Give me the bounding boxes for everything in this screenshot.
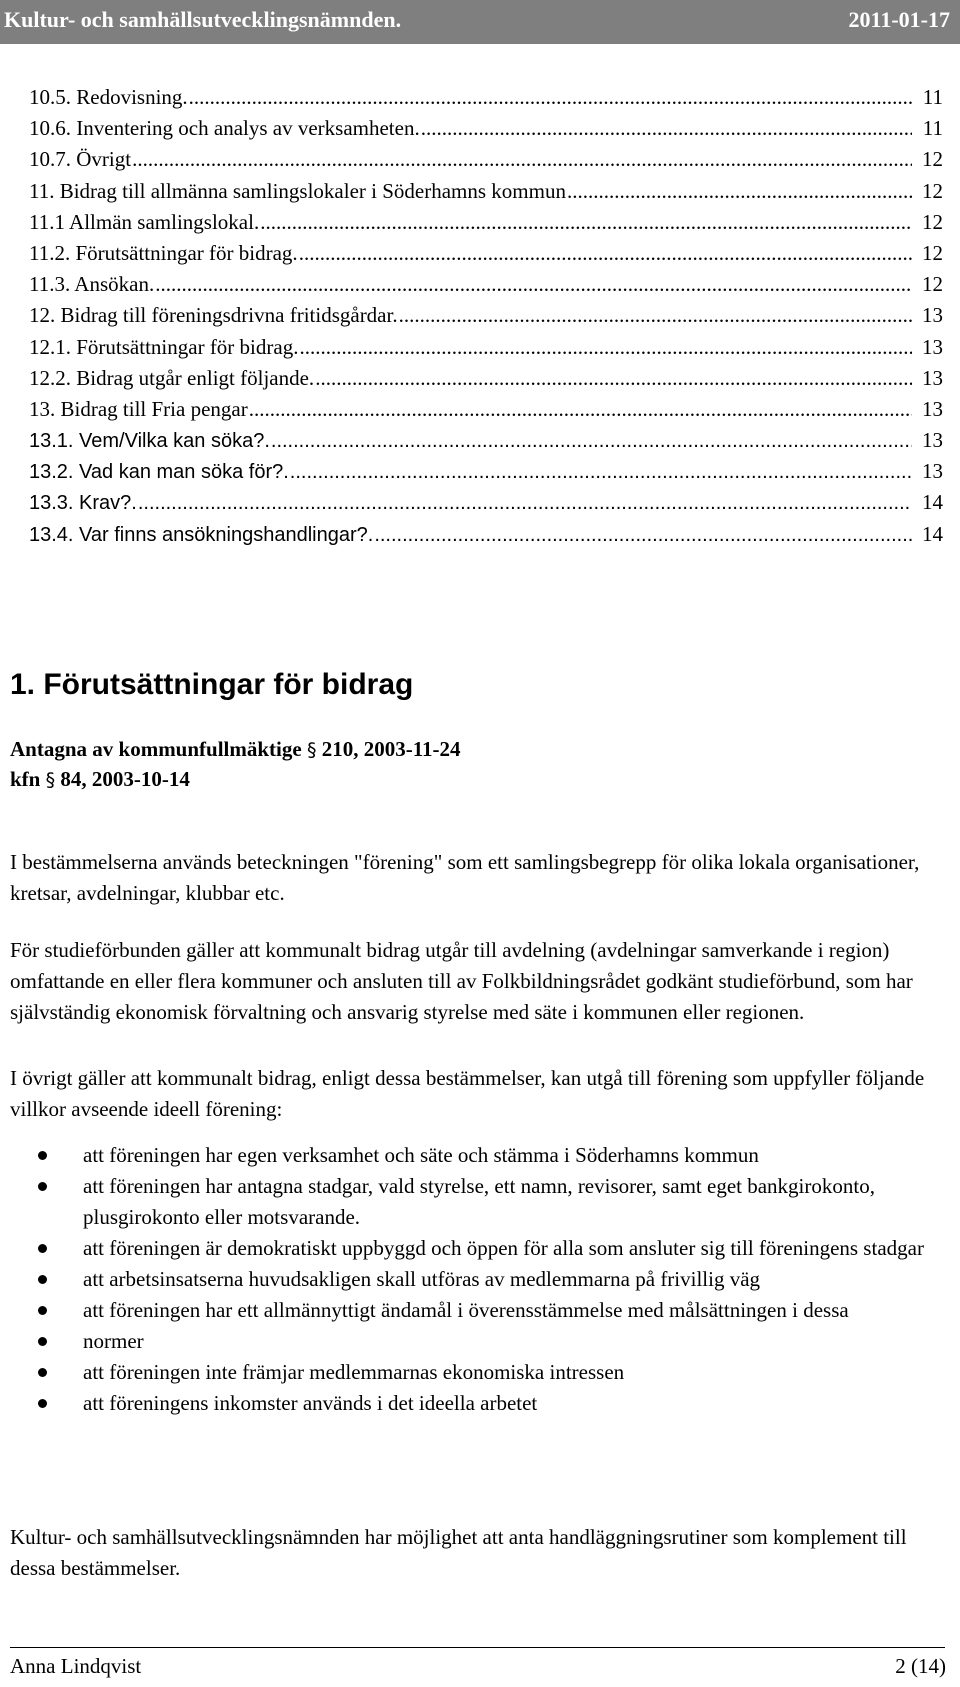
toc-entry-label: 13.4. Var finns ansökningshandlingar?.: [29, 523, 374, 546]
header-title: Kultur- och samhällsutvecklingsnämnden.: [4, 7, 402, 32]
list-item: att föreningen har ett allmännyttigt ändamål i överensstämmelse med målsättningen i dessa: [10, 1295, 945, 1326]
toc-entry-page: 12: [922, 240, 943, 265]
list-item: att arbetsinsatserna huvudsakligen skall utföras av medlemmarna på frivillig väg: [10, 1264, 945, 1295]
toc-entry[interactable]: [29, 241, 943, 272]
list-item: att föreningen har antagna stadgar, vald styrelse, ett namn, revisorer, samt eget bankgirokonto, plusgirokonto eller motsvarande.: [10, 1171, 945, 1233]
toc-entry-page: 13: [922, 459, 943, 484]
paragraph-conditions-intro: I övrigt gäller att kommunalt bidrag, enligt dessa bestämmelser, kan utgå till förening som uppfyller följande villkor avseende ideell förening:: [10, 1066, 925, 1121]
toc-entry-label: 13.2. Vad kan man söka för?.: [29, 461, 289, 484]
toc-entry-page: 11: [922, 85, 943, 109]
section-heading: 1. Förutsättningar för bidrag: [10, 668, 414, 701]
list-item: att föreningens inkomster används i det ideella arbetet: [10, 1388, 945, 1419]
toc-entry-label: 13. Bidrag till Fria pengar: [29, 396, 248, 421]
toc-entry[interactable]: [29, 147, 943, 178]
list-item: att föreningen är demokratiskt uppbyggd och öppen för alla som ansluter sig till föreningens stadgar: [10, 1233, 945, 1264]
list-item: att föreningen inte främjar medlemmarnas ekonomiska intressen: [10, 1357, 945, 1388]
toc-entry-page: 12: [922, 209, 943, 234]
list-item: att föreningen har egen verksamhet och säte och stämma i Söderhamns kommun: [10, 1140, 945, 1171]
paragraph-definition: I bestämmelserna används beteckningen "förening" som ett samlingsbegrepp för olika lokala organisationer, kretsar, avdelningar, klubbar etc.: [10, 850, 920, 905]
toc-entry[interactable]: [29, 335, 943, 366]
toc-leader-dots: [299, 335, 912, 360]
toc-leader-dots: [271, 430, 912, 453]
toc-entry-page: 13: [922, 303, 943, 328]
toc-entry-label: 13.3. Krav?.: [29, 492, 137, 515]
toc-entry-page: 13: [922, 334, 943, 359]
toc-leader-dots: [567, 179, 912, 204]
header-date: 2011-01-17: [848, 7, 950, 32]
toc-leader-dots: [299, 241, 912, 266]
toc-entry-page: 12: [922, 178, 943, 203]
footer-divider: [10, 1647, 945, 1648]
adoption-2-prefix: kfn: [10, 767, 41, 791]
toc-leader-dots: [260, 210, 912, 235]
toc-entry-label: 13.1. Vem/Vilka kan söka?.: [29, 430, 270, 453]
toc-leader-dots: [138, 492, 912, 515]
toc-entry-label: 11.3. Ansökan.: [29, 272, 155, 297]
toc-entry[interactable]: [29, 116, 943, 147]
paragraph-study-associations: För studieförbunden gäller att kommunalt bidrag utgår till avdelning (avdelningar samverkande i region) omfattande en eller flera kommuner och ansluten till av Folkbildningsrådet godkänt studieförbund, som har självständig ekonomisk förvaltning och ansvarig styrelse med säte i kommunen eller regionen.: [10, 938, 913, 1024]
toc-entry[interactable]: [29, 490, 943, 521]
toc-leader-dots: [421, 116, 912, 141]
adoption-line-1: [10, 737, 461, 762]
toc-leader-dots: [249, 397, 912, 422]
footer-author: Anna Lindqvist: [10, 1654, 142, 1678]
section-sign-icon: §: [306, 739, 317, 761]
toc-entry-page: 12: [922, 272, 943, 297]
toc-entry-label: 10.5. Redovisning.: [29, 85, 188, 109]
toc-leader-dots: [374, 524, 912, 547]
toc-entry-page: 13: [922, 365, 943, 390]
toc-leader-dots: [189, 85, 912, 110]
toc-entry[interactable]: [29, 303, 943, 334]
toc-entry[interactable]: [29, 272, 943, 303]
toc-entry-label: 11. Bidrag till allmänna samlingslokaler i Söderhamns kommun: [29, 178, 566, 203]
toc-entry-label: 10.6. Inventering och analys av verksamheten.: [29, 116, 420, 141]
toc-leader-dots: [132, 147, 912, 172]
adoption-2-suffix: 84, 2003-10-14: [60, 767, 190, 791]
toc-entry-page: 11: [922, 116, 943, 141]
toc-entry-label: 11.1 Allmän samlingslokal.: [29, 209, 260, 234]
toc-entry[interactable]: [29, 459, 943, 490]
toc-leader-dots: [315, 366, 912, 391]
toc-entry-page: 12: [922, 147, 943, 172]
toc-entry-label: 11.2. Förutsättningar för bidrag.: [29, 240, 298, 265]
adoption-1-suffix: 210, 2003-11-24: [321, 737, 461, 761]
table-of-contents: [29, 85, 943, 553]
toc-leader-dots: [155, 272, 912, 297]
conditions-list: [10, 1140, 945, 1419]
toc-entry[interactable]: [29, 366, 943, 397]
list-item: normer: [10, 1326, 945, 1357]
adoption-line-2: [10, 767, 190, 792]
toc-entry[interactable]: [29, 179, 943, 210]
toc-entry-page: 13: [922, 396, 943, 421]
adoption-1-prefix: Antagna av kommunfullmäktige: [10, 737, 302, 761]
toc-entry-label: 12.2. Bidrag utgår enligt följande.: [29, 365, 315, 390]
toc-leader-dots: [399, 303, 912, 328]
toc-entry-label: 10.7. Övrigt: [29, 147, 132, 172]
toc-entry[interactable]: [29, 522, 943, 553]
section-sign-icon: §: [45, 769, 56, 791]
toc-entry[interactable]: [29, 85, 943, 116]
toc-entry[interactable]: [29, 210, 943, 241]
toc-entry-page: 14: [922, 521, 943, 546]
toc-leader-dots: [290, 461, 912, 484]
toc-entry[interactable]: [29, 428, 943, 459]
page-header: [0, 0, 960, 44]
toc-entry-page: 13: [922, 428, 943, 453]
toc-entry-label: 12. Bidrag till föreningsdrivna fritidsgårdar.: [29, 303, 398, 328]
toc-entry-label: 12.1. Förutsättningar för bidrag.: [29, 334, 299, 359]
toc-entry-page: 14: [922, 490, 943, 515]
paragraph-routines: Kultur- och samhällsutvecklingsnämnden har möjlighet att anta handläggningsrutiner som komplement till dessa bestämmelser.: [10, 1525, 907, 1580]
footer-page-number: 2 (14): [895, 1654, 946, 1678]
toc-entry[interactable]: [29, 397, 943, 428]
